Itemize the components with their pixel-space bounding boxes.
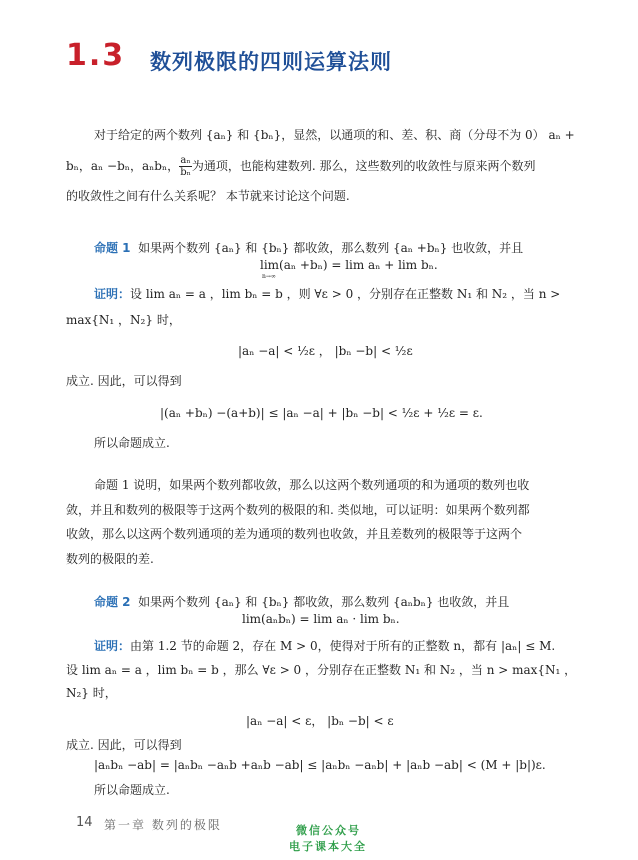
proof-2-line-1 xyxy=(94,637,555,655)
ratio-fraction xyxy=(179,155,192,178)
proposition-2 xyxy=(94,593,509,611)
proposition-2-formula: lim(aₙbₙ) = lim aₙ · lim bₙ. xyxy=(242,612,400,626)
proposition-1 xyxy=(94,239,523,257)
proof-1-line-3: 成立. 因此，可以得到 xyxy=(66,374,182,388)
proof-1-label: 证明： xyxy=(94,287,131,301)
section-title: 数列极限的四则运算法则 xyxy=(150,50,392,74)
proof-1-text: 设 lim aₙ = a ，lim bₙ = b ，则 ∀ε > 0 ，分别存在正整数 N₁ 和 N₂ ，当 n > xyxy=(130,287,561,301)
discussion-line-4: 数列的极限的差. xyxy=(66,552,154,566)
proposition-1-formula: lim(aₙ +bₙ) = lim aₙ + lim bₙ. xyxy=(260,258,438,272)
proof-2-label: 证明： xyxy=(94,639,131,653)
proof-1-inequality: |aₙ −a| < ½ε ， |bₙ −b| < ½ε xyxy=(238,344,413,358)
proof-2-inequality: |aₙ −a| < ε， |bₙ −b| < ε xyxy=(246,714,394,728)
discussion-line-1: 命题 1 说明，如果两个数列都收敛，那么以这两个数列通项的和为通项的数列也收 xyxy=(94,478,530,492)
chapter-title: 第一章 数列的极限 xyxy=(104,818,222,832)
discussion-line-3: 收敛，那么以这两个数列通项的差为通项的数列也收敛，并且差数列的极限等于这两个 xyxy=(66,527,523,541)
limit-subscript: n→∞ xyxy=(262,273,276,280)
proposition-2-label: 命题 2 xyxy=(94,595,131,609)
proposition-2-text: 如果两个数列 {aₙ} 和 {bₙ} 都收敛，那么数列 {aₙbₙ} 也收敛，并且 xyxy=(138,595,510,609)
watermark-line-1: 微信公众号 xyxy=(296,824,361,837)
intro-line-1: 对于给定的两个数列 {aₙ} 和 {bₙ}，显然，以通项的和、差、积、商（分母不为 0） aₙ + xyxy=(94,128,575,142)
proof-2-line-4: 成立. 因此，可以得到 xyxy=(66,738,182,752)
intro-line-3: 的收敛性之间有什么关系呢？ 本节就来讨论这个问题. xyxy=(66,189,350,203)
proof-1-chain: |(aₙ +bₙ) −(a+b)| ≤ |aₙ −a| + |bₙ −b| < ½ε + ½ε = ε. xyxy=(160,406,483,420)
ratio-numerator: aₙ xyxy=(180,155,191,166)
page-number: 14 xyxy=(76,815,93,830)
discussion-line-2: 敛，并且和数列的极限等于这两个数列的极限的和. 类似地，可以证明：如果两个数列都 xyxy=(66,503,530,517)
proposition-1-text: 如果两个数列 {aₙ} 和 {bₙ} 都收敛，那么数列 {aₙ +bₙ} 也收敛，并且 xyxy=(138,241,524,255)
proof-1-conclusion: 所以命题成立. xyxy=(94,436,170,450)
watermark-line-2: 电子课本大全 xyxy=(289,840,367,853)
proof-1-line-2: max{N₁ ，N₂} 时， xyxy=(66,313,181,327)
intro-line-2-start: bₙ，aₙ −bₙ，aₙbₙ， xyxy=(66,159,180,173)
proof-2-line-3: N₂} 时， xyxy=(66,686,117,700)
proof-1-line-1 xyxy=(94,285,560,303)
section-number: 1.3 xyxy=(66,38,126,73)
proof-2-chain: |aₙbₙ −ab| = |aₙbₙ −aₙb +aₙb −ab| ≤ |aₙbₙ −aₙb| + |aₙb −ab| < (M + |b|)ε. xyxy=(94,758,546,772)
intro-line-2 xyxy=(66,155,536,178)
proposition-1-label: 命题 1 xyxy=(94,241,131,255)
proof-2-conclusion: 所以命题成立. xyxy=(94,783,170,797)
ratio-denominator: bₙ xyxy=(180,167,191,178)
proof-2-text: 由第 1.2 节的命题 2，存在 M > 0，使得对于所有的正整数 n，都有 |aₙ| ≤ M. xyxy=(130,639,556,653)
intro-line-2-end: 为通项，也能构建数列. 那么，这些数列的收敛性与原来两个数列 xyxy=(191,159,536,173)
proof-2-line-2: 设 lim aₙ = a ，lim bₙ = b ，那么 ∀ε > 0 ，分别存在正整数 N₁ 和 N₂ ，当 n > max{N₁ ， xyxy=(66,663,577,677)
